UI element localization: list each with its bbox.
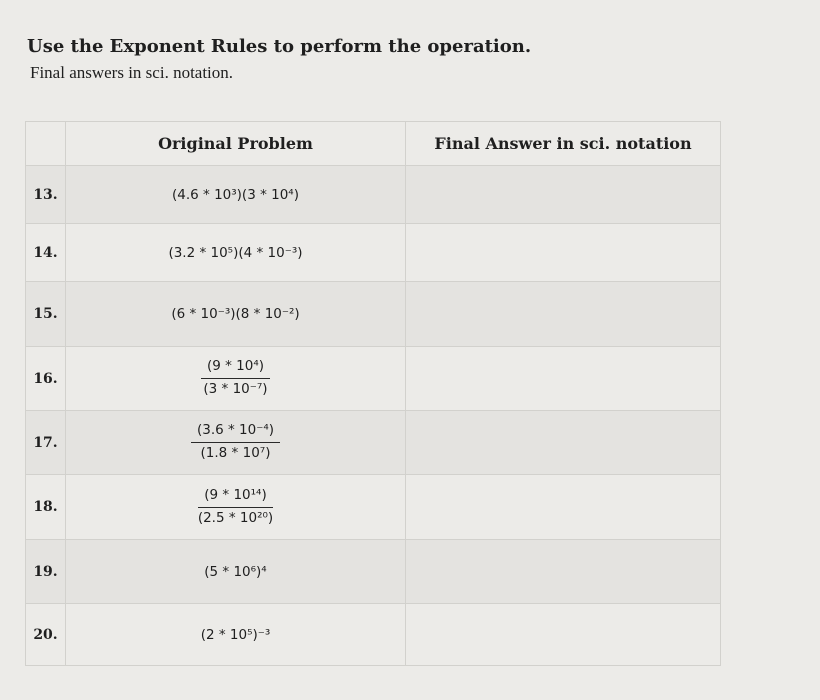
header-original-problem: Original Problem (66, 122, 406, 166)
answer-cell[interactable] (406, 411, 721, 475)
answer-cell[interactable] (406, 282, 721, 347)
fraction-denominator: (3 * 10⁻⁷) (203, 381, 268, 397)
header-final-answer: Final Answer in sci. notation (406, 122, 721, 166)
problem-number: 19. (26, 540, 66, 604)
answer-cell[interactable] (406, 166, 721, 224)
answer-cell[interactable] (406, 475, 721, 540)
problem-expression (66, 224, 406, 282)
problem-expression (66, 540, 406, 604)
page-title: Use the Exponent Rules to perform the operation. (27, 36, 532, 57)
fraction (192, 487, 279, 527)
answer-cell[interactable] (406, 540, 721, 604)
problem-number: 16. (26, 347, 66, 411)
fraction-denominator: (1.8 * 10⁷) (200, 445, 271, 461)
problem-number: 14. (26, 224, 66, 282)
table-row (26, 604, 721, 666)
problem-number: 13. (26, 166, 66, 224)
problem-expression (66, 347, 406, 411)
worksheet-table (25, 121, 721, 666)
page-subtitle: Final answers in sci. notation. (30, 63, 234, 82)
problem-expression (66, 411, 406, 475)
fraction-numerator: (9 * 10¹⁴) (198, 487, 272, 508)
problem-number: 18. (26, 475, 66, 540)
table-row (26, 540, 721, 604)
answer-cell[interactable] (406, 604, 721, 666)
expression-text: (6 * 10⁻³)(8 * 10⁻²) (171, 306, 300, 322)
problem-number: 17. (26, 411, 66, 475)
expression-text: (3.2 * 10⁵)(4 * 10⁻³) (168, 244, 303, 261)
expression-text: (2 * 10⁵)⁻³ (200, 626, 271, 643)
table-row (26, 224, 721, 282)
table-row (26, 475, 721, 540)
problem-number: 20. (26, 604, 66, 666)
problem-expression (66, 475, 406, 540)
table-row (26, 347, 721, 411)
fraction (197, 358, 273, 398)
problem-expression (66, 166, 406, 224)
expression-text: (5 * 10⁶)⁴ (204, 563, 267, 580)
answer-cell[interactable] (406, 347, 721, 411)
fraction (191, 422, 280, 462)
problem-expression (66, 604, 406, 666)
table-row (26, 282, 721, 347)
header-row (26, 122, 721, 166)
problem-number: 15. (26, 282, 66, 347)
fraction-numerator: (9 * 10⁴) (201, 358, 270, 379)
fraction-numerator: (3.6 * 10⁻⁴) (191, 422, 280, 443)
table-row (26, 166, 721, 224)
expression-text: (4.6 * 10³)(3 * 10⁴) (172, 186, 299, 203)
problem-expression (66, 282, 406, 347)
header-number (26, 122, 66, 166)
answer-cell[interactable] (406, 224, 721, 282)
table-row (26, 411, 721, 475)
fraction-denominator: (2.5 * 10²⁰) (197, 509, 274, 526)
